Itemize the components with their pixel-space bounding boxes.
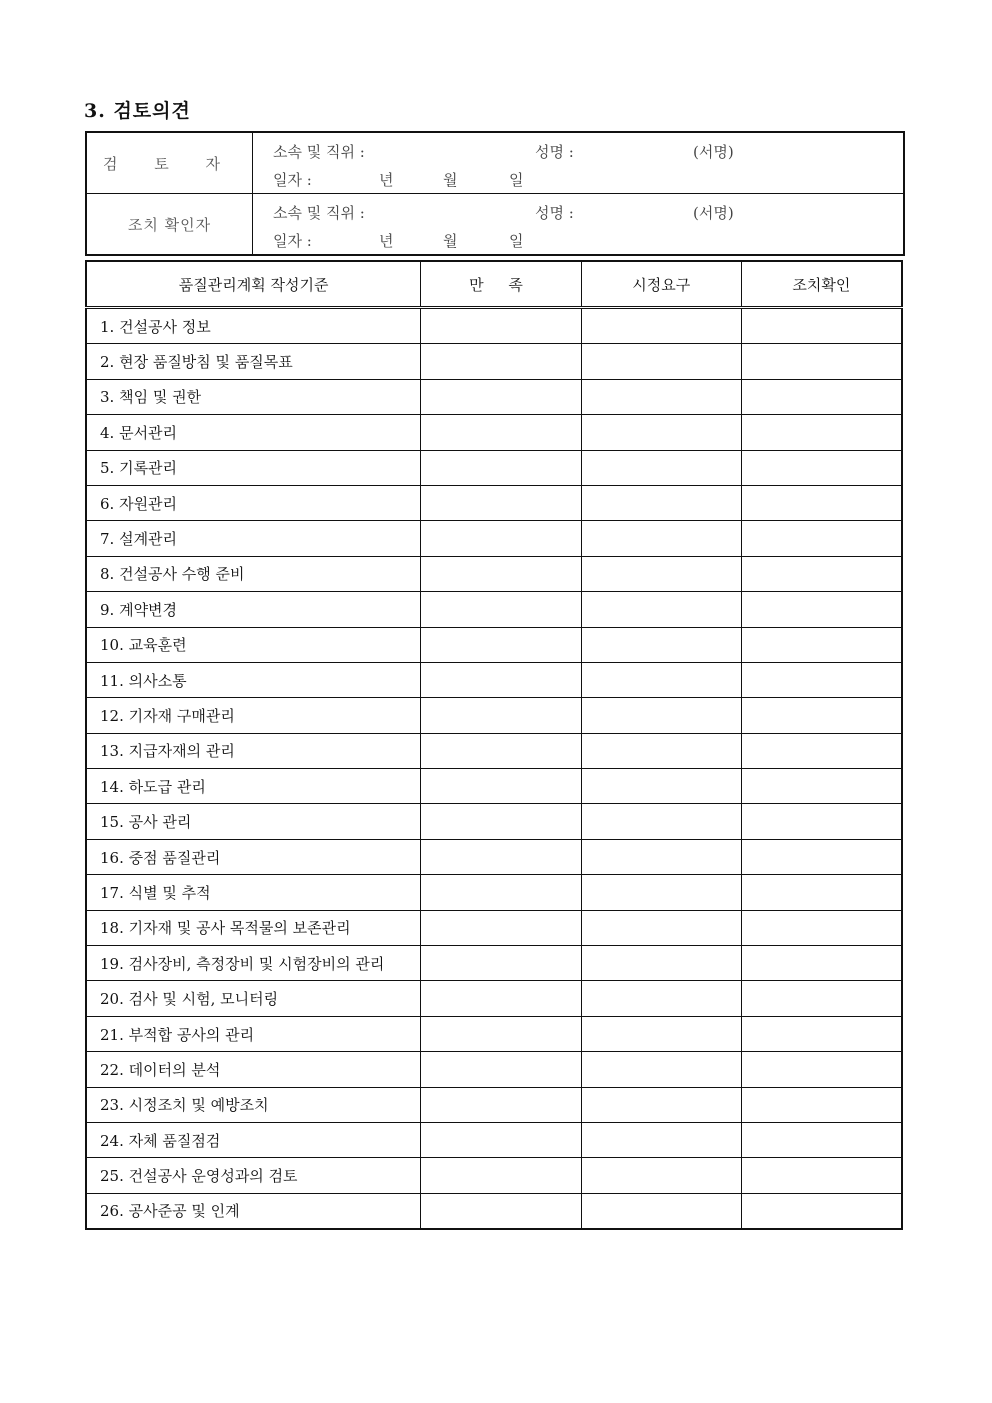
criteria-item-label: 22. 데이터의 분석: [86, 1052, 421, 1087]
correction-required-cell[interactable]: [581, 946, 741, 981]
criteria-item-label: 1. 건설공사 정보: [86, 308, 421, 344]
year-label: 년: [379, 171, 394, 189]
satisfied-check-cell[interactable]: [421, 415, 581, 450]
correction-required-cell[interactable]: [581, 769, 741, 804]
table-row: [86, 698, 902, 733]
correction-required-cell[interactable]: [581, 1016, 741, 1051]
satisfied-check-cell[interactable]: [421, 344, 581, 379]
criteria-item-label: 13. 지급자재의 관리: [86, 733, 421, 768]
correction-required-cell[interactable]: [581, 521, 741, 556]
action-confirmed-cell[interactable]: [741, 1122, 902, 1157]
satisfied-check-cell[interactable]: [421, 769, 581, 804]
correction-required-cell[interactable]: [581, 556, 741, 591]
criteria-item-label: 24. 자체 품질점검: [86, 1122, 421, 1157]
action-confirmed-cell[interactable]: [741, 379, 902, 414]
section-title: 3. 검토의견: [84, 100, 191, 122]
satisfied-check-cell[interactable]: [421, 592, 581, 627]
satisfied-check-cell[interactable]: [421, 698, 581, 733]
correction-required-cell[interactable]: [581, 1122, 741, 1157]
table-row: [86, 485, 902, 520]
correction-required-cell[interactable]: [581, 1158, 741, 1193]
action-confirmed-cell[interactable]: [741, 946, 902, 981]
satisfied-check-cell[interactable]: [421, 981, 581, 1016]
table-row: [86, 627, 902, 662]
header-correction-required: 시정요구: [581, 261, 741, 308]
correction-required-cell[interactable]: [581, 627, 741, 662]
correction-required-cell[interactable]: [581, 1052, 741, 1087]
signature-label: (서명): [693, 143, 734, 161]
name-label: 성명 :: [535, 143, 574, 161]
criteria-item-label: 14. 하도급 관리: [86, 769, 421, 804]
day-label: 일: [509, 171, 524, 189]
header-satisfied: 만 족: [421, 261, 581, 308]
action-confirmed-cell[interactable]: [741, 733, 902, 768]
correction-required-cell[interactable]: [581, 698, 741, 733]
reviewer-role-label: 검 토 자: [86, 132, 253, 194]
satisfied-check-cell[interactable]: [421, 804, 581, 839]
satisfied-check-cell[interactable]: [421, 521, 581, 556]
satisfied-check-cell[interactable]: [421, 733, 581, 768]
action-confirmed-cell[interactable]: [741, 521, 902, 556]
table-row: [86, 662, 902, 697]
satisfied-check-cell[interactable]: [421, 1122, 581, 1157]
table-row: [86, 981, 902, 1016]
action-confirmed-cell[interactable]: [741, 485, 902, 520]
reviewer-row: [86, 132, 904, 194]
correction-required-cell[interactable]: [581, 875, 741, 910]
table-row: [86, 1193, 902, 1229]
correction-required-cell[interactable]: [581, 981, 741, 1016]
criteria-body: [86, 308, 902, 1230]
table-row: [86, 946, 902, 981]
correction-required-cell[interactable]: [581, 662, 741, 697]
action-confirmed-cell[interactable]: [741, 450, 902, 485]
name-label: 성명 :: [535, 204, 574, 222]
table-row: [86, 344, 902, 379]
table-row: [86, 769, 902, 804]
table-row: [86, 1122, 902, 1157]
action-confirmed-cell[interactable]: [741, 1016, 902, 1051]
table-row: [86, 450, 902, 485]
criteria-item-label: 10. 교육훈련: [86, 627, 421, 662]
satisfied-check-cell[interactable]: [421, 1087, 581, 1122]
correction-required-cell[interactable]: [581, 308, 741, 344]
correction-required-cell[interactable]: [581, 1193, 741, 1229]
criteria-header-row: [86, 261, 902, 308]
criteria-item-label: 3. 책임 및 권한: [86, 379, 421, 414]
criteria-item-label: 16. 중점 품질관리: [86, 839, 421, 874]
satisfied-check-cell[interactable]: [421, 1193, 581, 1229]
table-row: [86, 308, 902, 344]
month-label: 월: [443, 171, 458, 189]
satisfied-check-cell[interactable]: [421, 450, 581, 485]
action-confirmed-cell[interactable]: [741, 556, 902, 591]
reviewer-table: [85, 131, 905, 256]
action-confirmed-cell[interactable]: [741, 627, 902, 662]
correction-required-cell[interactable]: [581, 1087, 741, 1122]
criteria-item-label: 6. 자원관리: [86, 485, 421, 520]
criteria-item-label: 9. 계약변경: [86, 592, 421, 627]
action-confirmed-cell[interactable]: [741, 910, 902, 945]
satisfied-check-cell[interactable]: [421, 308, 581, 344]
year-label: 년: [379, 232, 394, 250]
action-confirmed-cell[interactable]: [741, 698, 902, 733]
action-confirmer-role-label: 조치 확인자: [86, 194, 253, 256]
header-action-confirmed: 조치확인: [741, 261, 902, 308]
quality-plan-criteria-table: [85, 260, 903, 1230]
table-row: [86, 556, 902, 591]
table-row: [86, 839, 902, 874]
criteria-item-label: 11. 의사소통: [86, 662, 421, 697]
satisfied-check-cell[interactable]: [421, 627, 581, 662]
satisfied-check-cell[interactable]: [421, 839, 581, 874]
criteria-item-label: 2. 현장 품질방침 및 품질목표: [86, 344, 421, 379]
satisfied-check-cell[interactable]: [421, 946, 581, 981]
criteria-item-label: 4. 문서관리: [86, 415, 421, 450]
satisfied-check-cell[interactable]: [421, 1158, 581, 1193]
action-confirmed-cell[interactable]: [741, 662, 902, 697]
table-row: [86, 415, 902, 450]
day-label: 일: [509, 232, 524, 250]
satisfied-check-cell[interactable]: [421, 875, 581, 910]
satisfied-check-cell[interactable]: [421, 910, 581, 945]
criteria-item-label: 25. 건설공사 운영성과의 검토: [86, 1158, 421, 1193]
action-confirmed-cell[interactable]: [741, 415, 902, 450]
action-confirmed-cell[interactable]: [741, 1193, 902, 1229]
criteria-item-label: 18. 기자재 및 공사 목적물의 보존관리: [86, 910, 421, 945]
criteria-item-label: 23. 시정조치 및 예방조치: [86, 1087, 421, 1122]
correction-required-cell[interactable]: [581, 344, 741, 379]
action-confirmed-cell[interactable]: [741, 875, 902, 910]
correction-required-cell[interactable]: [581, 450, 741, 485]
criteria-item-label: 12. 기자재 구매관리: [86, 698, 421, 733]
correction-required-cell[interactable]: [581, 804, 741, 839]
table-row: [86, 1016, 902, 1051]
satisfied-check-cell[interactable]: [421, 485, 581, 520]
table-row: [86, 592, 902, 627]
criteria-item-label: 20. 검사 및 시험, 모니터링: [86, 981, 421, 1016]
table-row: [86, 379, 902, 414]
criteria-item-label: 19. 검사장비, 측정장비 및 시험장비의 관리: [86, 946, 421, 981]
criteria-item-label: 17. 식별 및 추적: [86, 875, 421, 910]
satisfied-check-cell[interactable]: [421, 379, 581, 414]
action-confirmer-row: [86, 194, 904, 256]
table-row: [86, 1087, 902, 1122]
action-confirmed-cell[interactable]: [741, 592, 902, 627]
action-confirmed-cell[interactable]: [741, 981, 902, 1016]
action-confirmed-cell[interactable]: [741, 804, 902, 839]
action-confirmed-cell[interactable]: [741, 344, 902, 379]
month-label: 월: [443, 232, 458, 250]
action-confirmed-cell[interactable]: [741, 308, 902, 344]
action-confirmed-cell[interactable]: [741, 769, 902, 804]
correction-required-cell[interactable]: [581, 415, 741, 450]
criteria-item-label: 15. 공사 관리: [86, 804, 421, 839]
action-confirmed-cell[interactable]: [741, 1158, 902, 1193]
date-label: 일자 :: [273, 232, 312, 250]
action-confirmed-cell[interactable]: [741, 1052, 902, 1087]
criteria-item-label: 5. 기록관리: [86, 450, 421, 485]
table-row: [86, 733, 902, 768]
table-row: [86, 521, 902, 556]
action-confirmed-cell[interactable]: [741, 1087, 902, 1122]
table-row: [86, 804, 902, 839]
criteria-item-label: 8. 건설공사 수행 준비: [86, 556, 421, 591]
criteria-item-label: 21. 부적합 공사의 관리: [86, 1016, 421, 1051]
correction-required-cell[interactable]: [581, 733, 741, 768]
correction-required-cell[interactable]: [581, 839, 741, 874]
correction-required-cell[interactable]: [581, 485, 741, 520]
table-row: [86, 1052, 902, 1087]
satisfied-check-cell[interactable]: [421, 1016, 581, 1051]
table-row: [86, 910, 902, 945]
action-confirmer-info-cell[interactable]: [253, 194, 905, 256]
satisfied-check-cell[interactable]: [421, 662, 581, 697]
header-criteria: 품질관리계획 작성기준: [86, 261, 421, 308]
satisfied-check-cell[interactable]: [421, 1052, 581, 1087]
date-label: 일자 :: [273, 171, 312, 189]
correction-required-cell[interactable]: [581, 910, 741, 945]
correction-required-cell[interactable]: [581, 592, 741, 627]
criteria-item-label: 26. 공사준공 및 인계: [86, 1193, 421, 1229]
affiliation-label: 소속 및 직위 :: [273, 143, 365, 161]
table-row: [86, 1158, 902, 1193]
table-row: [86, 875, 902, 910]
action-confirmed-cell[interactable]: [741, 839, 902, 874]
reviewer-info-cell[interactable]: [253, 132, 905, 194]
correction-required-cell[interactable]: [581, 379, 741, 414]
criteria-item-label: 7. 설계관리: [86, 521, 421, 556]
satisfied-check-cell[interactable]: [421, 556, 581, 591]
signature-label: (서명): [693, 204, 734, 222]
affiliation-label: 소속 및 직위 :: [273, 204, 365, 222]
